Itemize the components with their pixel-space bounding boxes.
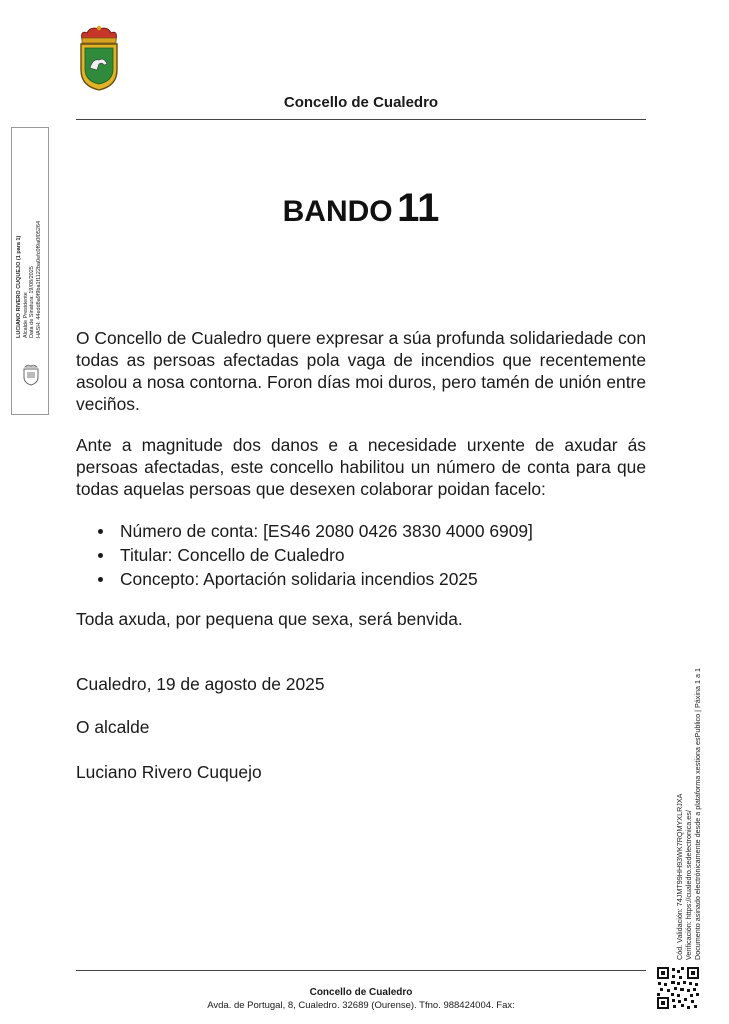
signature-signer: LUCIANO RIVERO CUQUEJO (1 para 1) [16,235,22,338]
bullet-holder: Titular: Concello de Cualedro [120,545,345,565]
signature-role: Alcalde Presidente [22,292,29,338]
header-divider [76,119,646,120]
list-item [120,544,690,568]
bullet-icon [98,577,103,582]
bullet-icon [98,529,103,534]
bullet-concept: Concepto: Aportación solidaria incendios 2025 [120,569,478,589]
header-title: Concello de Cualedro [283,94,439,111]
bullet-account: Número de conta: [ES46 2080 0426 3830 4000 6909] [120,521,533,541]
place-date: Cualedro, 19 de agosto de 2025 [76,674,325,694]
signer-name: Luciano Rivero Cuquejo [76,762,262,782]
paragraph-2: Ante a magnitude dos danos e a necesidade urxente de axudar ás persoas afectadas, este concello habilitou un número de conta para que todas aquelas persoas que desexen colaborar poidan facelo: [76,435,646,499]
validation-url: Verificación: https://cualedro.sedelectronica.es/ [684,810,693,960]
document-title-word: BANDO [282,195,393,228]
qr-code-icon [656,966,700,1010]
paragraph-3: Toda axuda, por pequena que sexa, será benvida. [76,609,463,629]
list-item [120,520,690,544]
footer-title: Concello de Cualedro [309,987,413,998]
signature-text [16,138,42,338]
paragraph-1: O Concello de Cualedro quere expresar a súa profunda solidariedade con todas as persoas afectadas pola vaga de incendios que recentemente asolou a nosa contorna. Foron días moi duros, pero tamén de unión entre veciños. [76,328,646,414]
validation-text [675,668,702,960]
validation-note: Documento asinado electrónicamente desde a plataforma xestiona esPublico | Páxina 1 a 1 [693,668,702,960]
bank-details-list [76,520,690,592]
signature-date: Data de Sinatura: 19/08/2025 [29,266,35,338]
signer-role: O alcalde [76,717,150,737]
signature-box [11,127,49,415]
document-title [76,186,646,231]
coat-of-arms-icon [76,24,122,92]
signature-seal-icon [20,364,42,386]
document-title-number: 11 [397,186,440,230]
bullet-icon [98,553,103,558]
footer-address: Avda. de Portugal, 8, Cualedro. 32689 (Ourense). Tfno. 988424004. Fax: [207,1000,515,1011]
list-item [120,568,690,592]
footer-divider [76,970,646,971]
validation-code: Cód. Validación: 74JMT99HH93WK7RQMYXLRJXA [675,793,684,960]
signature-hash: HASH: 44edd8a9f9ba1f1122ba0efc0f9a0f05264 [35,220,42,338]
